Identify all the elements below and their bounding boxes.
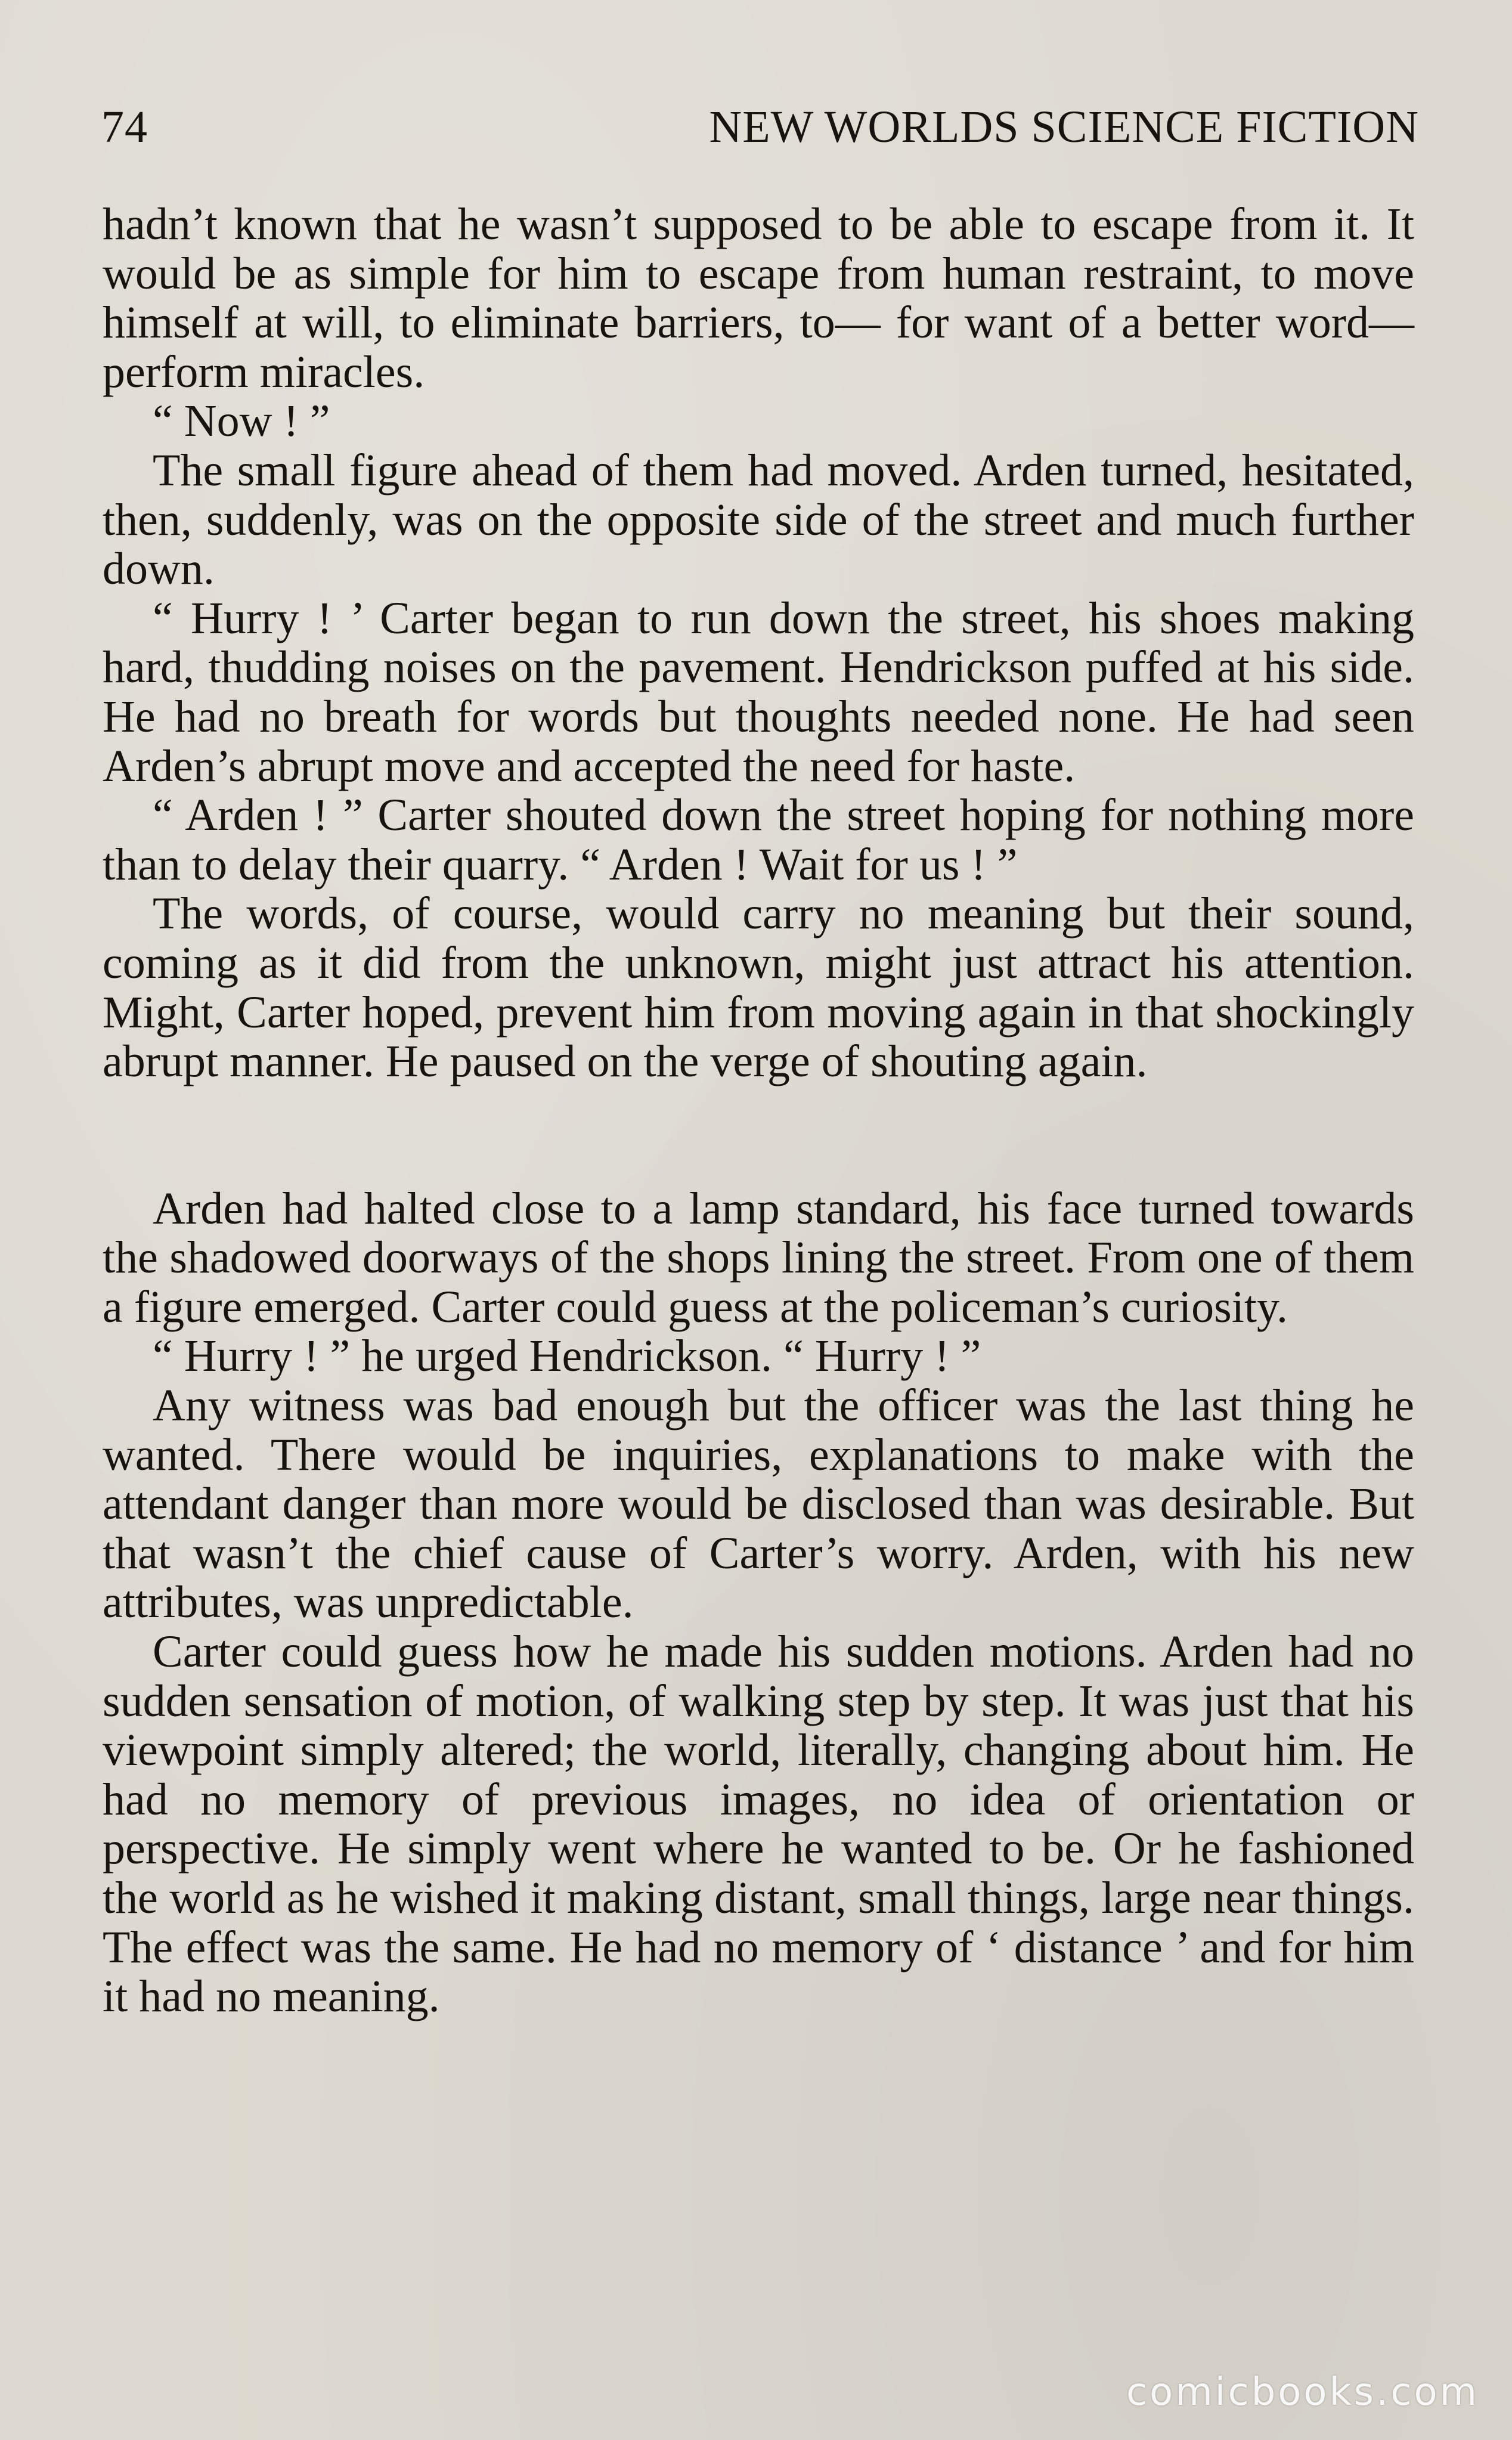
watermark: comicbooks.com <box>1126 2370 1479 2414</box>
paragraph-10: Carter could guess how he made his sudden motions. Arden had no sudden sensation of motion, of walking step by step. It was just that his viewpoint simply altered; the world, literally, changing about him. He had no memory of previous images, no idea of orientation or perspective. He simply went where he wanted to be. Or he fashioned the world as he wished it making distant, small things, large near things. The effect was the same. He had no memory of ‘ distance ’ and for him it had no meaning. <box>103 1627 1414 2022</box>
paragraph-6: The words, of course, would carry no meaning but their sound, coming as it did from the unknown, might just attract his attention. Might, Carter hoped, prevent him from moving again in that shockingly abrupt manner. He paused on the verge of shouting again. <box>103 888 1414 1087</box>
paragraph-1: hadn’t known that he wasn’t supposed to be able to escape from it. It would be as simple for him to escape from human restraint, to move himself at will, to eliminate barriers, to— for want of a better word—perform miracles. <box>103 199 1414 397</box>
paragraph-4: “ Hurry ! ’ Carter began to run down the street, his shoes making hard, thudding noises on the pavement. Hendrickson puffed at his side. He had no breath for words but thoughts needed none. He had seen Arden’s abrupt move and accepted the need for haste. <box>103 593 1414 791</box>
running-title: NEW WORLDS SCIENCE FICTION <box>709 102 1419 152</box>
paragraph-8: “ Hurry ! ” he urged Hendrickson. “ Hurry ! ” <box>153 1331 981 1382</box>
section-break <box>103 1086 1414 1184</box>
paragraph-5: “ Arden ! ” Carter shouted down the street hoping for nothing more than to delay their quarry. “ Arden ! Wait for us ! ” <box>103 790 1414 890</box>
paragraph-2: “ Now ! ” <box>153 396 330 447</box>
story-text <box>103 200 1414 2021</box>
paragraph-7: Arden had halted close to a lamp standard, his face turned towards the shadowed doorways of the shops lining the street. From one of them a figure emerged. Carter could guess at the policeman’s curiosity. <box>103 1183 1414 1332</box>
page-number: 74 <box>101 102 148 152</box>
paragraph-9: Any witness was bad enough but the officer was the last thing he wanted. There would be inquiries, explanations to make with the attendant danger than more would be disclosed than was desirable. But that wasn’t the chief cause of Carter’s worry. Arden, with his new attributes, was unpredictable. <box>103 1380 1414 1628</box>
paragraph-3: The small figure ahead of them had moved. Arden turned, hesitated, then, suddenly, was on the opposite side of the street and much further down. <box>103 445 1414 594</box>
page-header <box>101 100 1419 154</box>
